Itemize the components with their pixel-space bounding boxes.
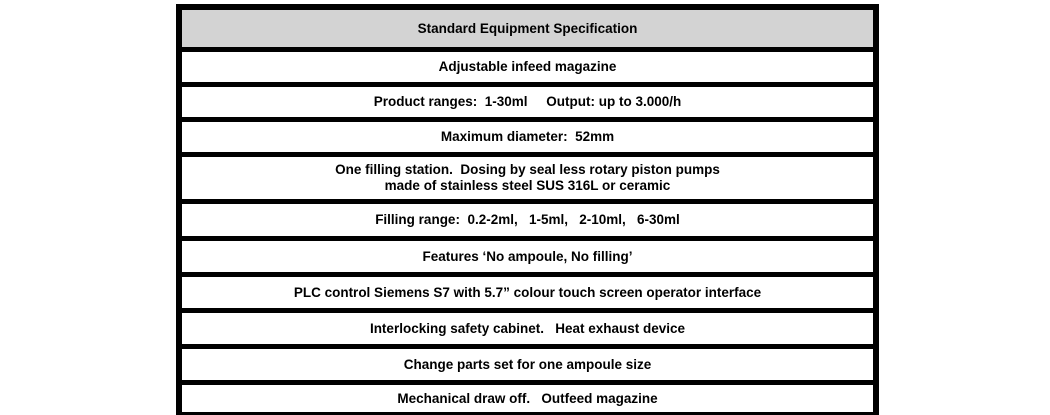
table-row [182, 122, 873, 152]
row-text: Maximum diameter: 52mm [440, 129, 615, 144]
row-text: Interlocking safety cabinet. Heat exhaust device [369, 320, 686, 336]
table-row [182, 313, 873, 344]
row-text: Change parts set for one ampoule size [403, 356, 652, 372]
table-header [182, 10, 873, 47]
row-text: PLC control Siemens S7 with 5.7” colour touch screen operator interface [293, 284, 762, 300]
table-row [182, 277, 873, 308]
row-text-line-2: made of stainless steel SUS 316L or ceramic [384, 178, 671, 193]
table-row [182, 241, 873, 272]
row-text: Adjustable infeed magazine [438, 59, 617, 74]
row-text: Product ranges: 1-30ml Output: up to 3.000/h [373, 94, 682, 109]
row-text: Mechanical draw off. Outfeed magazine [397, 390, 658, 406]
table-row [182, 204, 873, 236]
table-row [182, 349, 873, 380]
table-row [182, 385, 873, 412]
table-row [182, 157, 873, 199]
table-row [182, 87, 873, 117]
row-text: Filling range: 0.2-2ml, 1-5ml, 2-10ml, 6-30ml [375, 212, 680, 227]
table-row [182, 52, 873, 82]
row-text-line-1: One filling station. Dosing by seal less rotary piston pumps [335, 162, 720, 177]
row-text: Features ‘No ampoule, No filling’ [422, 248, 633, 264]
equipment-spec-table [176, 4, 879, 415]
table-header-label: Standard Equipment Specification [417, 20, 638, 36]
